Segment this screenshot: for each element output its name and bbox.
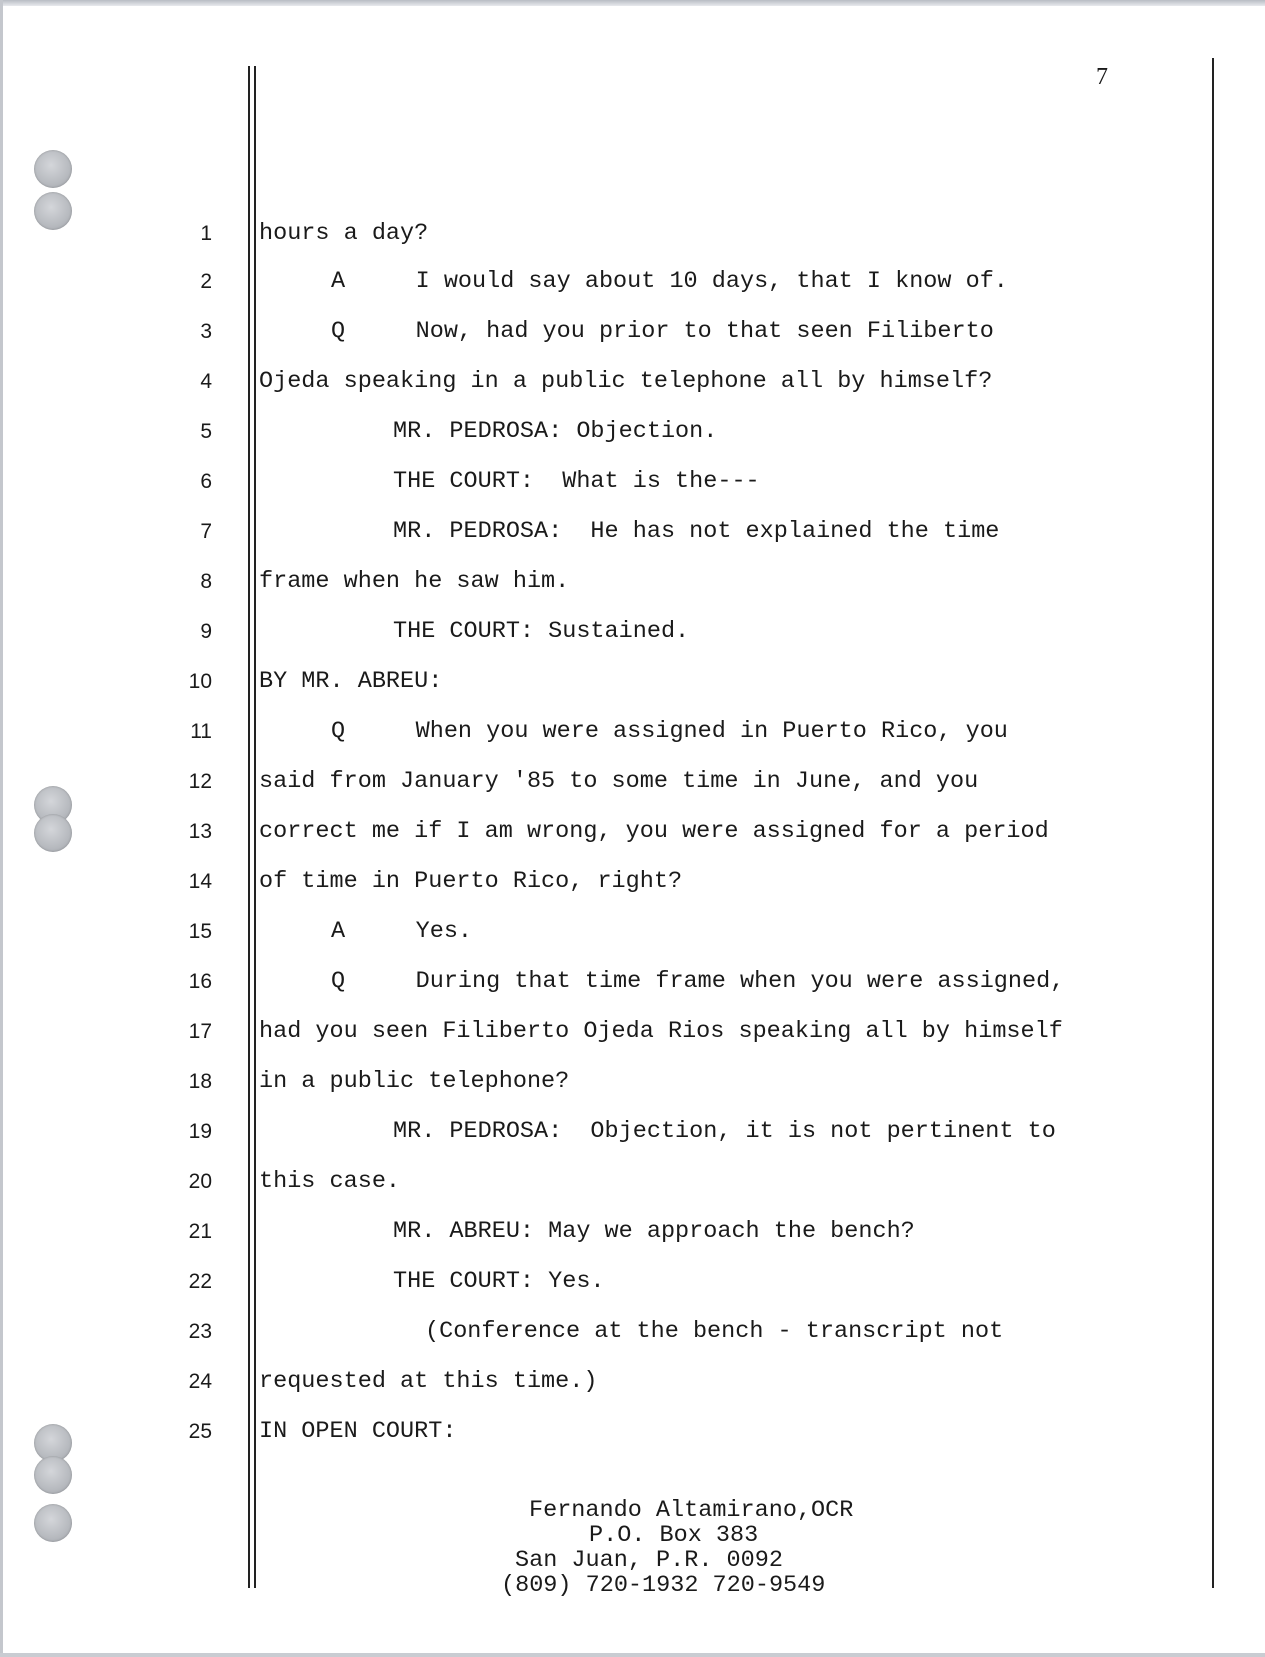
line-number: 12 [188,770,212,793]
transcript-line [0,1314,1265,1350]
line-text: BY MR. ABREU: [259,668,443,695]
transcript-line [0,414,1265,450]
line-text: this case. [259,1168,401,1195]
transcript-line [0,964,1265,1000]
line-text: hours a day? [259,220,429,247]
line-text: MR. ABREU: May we approach the bench? [393,1218,915,1245]
transcript-line [0,216,1265,252]
transcript-line [0,714,1265,750]
line-text: requested at this time.) [259,1368,598,1395]
line-text: Ojeda speaking in a public telephone all by himself? [259,368,993,395]
line-number: 5 [200,420,212,443]
line-text: A I would say about 10 days, that I know of. [331,268,1008,295]
transcript-line [0,814,1265,850]
transcript-line [0,1214,1265,1250]
transcript-line [0,764,1265,800]
line-text: had you seen Filiberto Ojeda Rios speaking all by himself [259,1018,1063,1045]
line-text: A Yes. [331,918,473,945]
line-text: IN OPEN COURT: [259,1418,457,1445]
page-bottom-edge [0,1653,1265,1657]
line-number: 7 [200,520,212,543]
transcript-line [0,514,1265,550]
line-text: frame when he saw him. [259,568,570,595]
line-number: 17 [188,1020,212,1043]
line-number: 11 [190,720,212,743]
line-text: MR. PEDROSA: Objection, it is not pertinent to [393,1118,1056,1145]
transcript-line [0,914,1265,950]
transcript-line [0,1014,1265,1050]
line-number: 18 [188,1070,212,1093]
transcript-line [0,1364,1265,1400]
line-number: 22 [188,1270,212,1293]
binder-hole-7 [34,1504,72,1542]
transcript-line [0,564,1265,600]
transcript-line [0,1164,1265,1200]
line-number: 6 [200,470,212,493]
reporter-phones: (809) 720-1932 720-9549 [501,1572,826,1599]
line-number: 4 [200,370,212,393]
binder-hole-1 [34,150,72,188]
transcript-line [0,464,1265,500]
line-number: 19 [188,1120,212,1143]
binder-hole-6 [34,1456,72,1494]
line-number: 23 [188,1320,212,1343]
line-text: MR. PEDROSA: He has not explained the time [393,518,1000,545]
transcript-line [0,614,1265,650]
line-text: THE COURT: What is the--- [393,468,760,495]
line-text: Q When you were assigned in Puerto Rico, you [331,718,1008,745]
transcript-line [0,864,1265,900]
line-text: THE COURT: Yes. [393,1268,605,1295]
transcript-line [0,664,1265,700]
line-number: 24 [188,1370,212,1393]
line-text: correct me if I am wrong, you were assigned for a period [259,818,1049,845]
line-number: 2 [200,270,212,293]
reporter-po-box: P.O. Box 383 [589,1522,759,1549]
line-text: (Conference at the bench - transcript not [425,1318,1004,1345]
line-number: 13 [188,820,212,843]
line-number: 15 [188,920,212,943]
line-text: of time in Puerto Rico, right? [259,868,683,895]
reporter-name: Fernando Altamirano,OCR [529,1497,854,1524]
page-top-edge [0,0,1265,6]
line-number: 9 [200,620,212,643]
transcript-line [0,1264,1265,1300]
line-number: 3 [200,320,212,343]
line-number: 20 [188,1170,212,1193]
line-number: 25 [188,1420,212,1443]
line-text: Q Now, had you prior to that seen Filiberto [331,318,994,345]
line-number: 16 [188,970,212,993]
transcript-line [0,314,1265,350]
transcript-line [0,264,1265,300]
line-number: 10 [188,670,212,693]
transcript-line [0,1064,1265,1100]
line-text: THE COURT: Sustained. [393,618,690,645]
line-text: Q During that time frame when you were assigned, [331,968,1065,995]
line-number: 14 [188,870,212,893]
line-text: said from January '85 to some time in June, and you [259,768,979,795]
reporter-city: San Juan, P.R. 0092 [515,1547,783,1574]
transcript-line [0,1114,1265,1150]
transcript-line [0,1414,1265,1450]
line-text: MR. PEDROSA: Objection. [393,418,718,445]
line-number: 1 [200,222,212,245]
transcript-line [0,364,1265,400]
line-number: 21 [188,1220,212,1243]
line-text: in a public telephone? [259,1068,570,1095]
page-number: 7 [1096,64,1108,90]
line-number: 8 [200,570,212,593]
